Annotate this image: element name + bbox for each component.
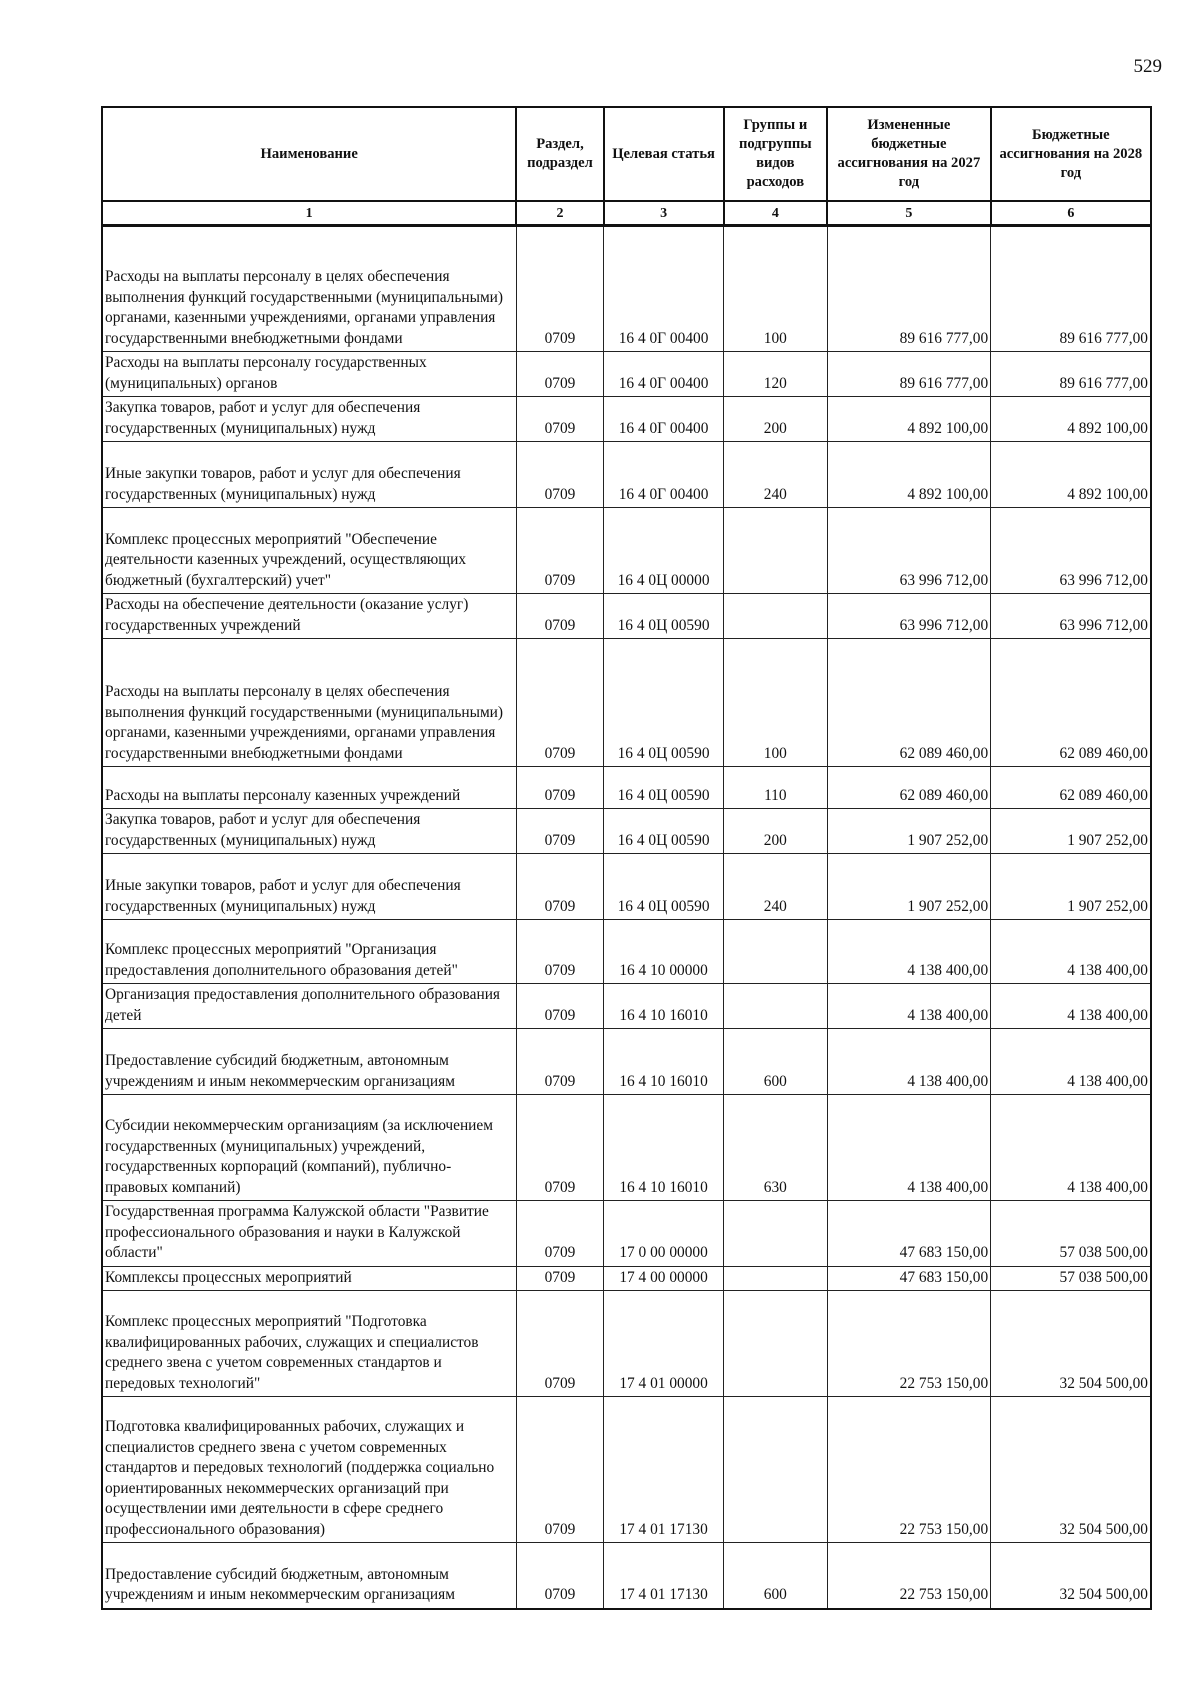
row-section: 0709 — [516, 1397, 603, 1543]
row-amount-2028: 57 038 500,00 — [991, 1266, 1151, 1291]
header-target-article: Целевая статья — [604, 107, 724, 201]
row-expense-group — [724, 508, 828, 594]
row-amount-2028: 89 616 777,00 — [991, 226, 1151, 352]
row-amount-2027: 62 089 460,00 — [827, 767, 991, 809]
row-target-article: 16 4 0Ц 00590 — [604, 639, 724, 767]
row-amount-2027: 22 753 150,00 — [827, 1291, 991, 1397]
table-row — [102, 767, 1151, 809]
row-section: 0709 — [516, 1095, 603, 1201]
row-name: Предоставление субсидий бюджетным, автономным учреждениям и иным некоммерческим организациям — [102, 1029, 516, 1095]
table-row — [102, 1397, 1151, 1543]
row-amount-2028: 4 892 100,00 — [991, 397, 1151, 442]
row-section: 0709 — [516, 226, 603, 352]
table-row — [102, 352, 1151, 397]
row-name: Иные закупки товаров, работ и услуг для обеспечения государственных (муниципальных) нужд — [102, 442, 516, 508]
row-target-article: 16 4 0Ц 00590 — [604, 809, 724, 854]
table-row — [102, 397, 1151, 442]
row-name: Закупка товаров, работ и услуг для обеспечения государственных (муниципальных) нужд — [102, 809, 516, 854]
row-section: 0709 — [516, 854, 603, 920]
table-row — [102, 1029, 1151, 1095]
row-amount-2027: 4 892 100,00 — [827, 442, 991, 508]
row-expense-group — [724, 1397, 828, 1543]
table-row — [102, 809, 1151, 854]
row-target-article: 17 4 01 00000 — [604, 1291, 724, 1397]
row-target-article: 16 4 0Ц 00590 — [604, 767, 724, 809]
row-amount-2028: 32 504 500,00 — [991, 1543, 1151, 1609]
column-number: 2 — [516, 201, 603, 226]
row-amount-2028: 89 616 777,00 — [991, 352, 1151, 397]
row-amount-2028: 1 907 252,00 — [991, 809, 1151, 854]
row-name: Расходы на выплаты персоналу казенных учреждений — [102, 767, 516, 809]
column-number: 4 — [724, 201, 828, 226]
row-target-article: 17 4 01 17130 — [604, 1397, 724, 1543]
row-expense-group: 240 — [724, 854, 828, 920]
row-expense-group: 100 — [724, 639, 828, 767]
row-name: Расходы на выплаты персоналу в целях обеспечения выполнения функций государственными (муниципальными) органами, казенными учреждениями, органами управления государственными внебюджетными фондами — [102, 226, 516, 352]
row-section: 0709 — [516, 1266, 603, 1291]
row-section: 0709 — [516, 809, 603, 854]
row-amount-2028: 4 892 100,00 — [991, 442, 1151, 508]
table-row — [102, 1291, 1151, 1397]
row-name: Расходы на обеспечение деятельности (оказание услуг) государственных учреждений — [102, 594, 516, 639]
row-name: Иные закупки товаров, работ и услуг для обеспечения государственных (муниципальных) нужд — [102, 854, 516, 920]
row-target-article: 16 4 0Ц 00590 — [604, 594, 724, 639]
row-target-article: 16 4 10 00000 — [604, 920, 724, 984]
row-amount-2027: 4 138 400,00 — [827, 920, 991, 984]
row-section: 0709 — [516, 1291, 603, 1397]
row-name: Организация предоставления дополнительного образования детей — [102, 984, 516, 1029]
row-name: Расходы на выплаты персоналу в целях обеспечения выполнения функций государственными (муниципальными) органами, казенными учреждениями, органами управления государственными внебюджетными фондами — [102, 639, 516, 767]
row-amount-2027: 89 616 777,00 — [827, 226, 991, 352]
row-amount-2027: 1 907 252,00 — [827, 809, 991, 854]
row-target-article: 16 4 0Г 00400 — [604, 397, 724, 442]
row-amount-2028: 4 138 400,00 — [991, 984, 1151, 1029]
budget-allocation-table — [101, 106, 1152, 1610]
table-row — [102, 1266, 1151, 1291]
page-number: 529 — [1133, 56, 1162, 77]
row-amount-2027: 4 138 400,00 — [827, 1095, 991, 1201]
row-amount-2027: 1 907 252,00 — [827, 854, 991, 920]
table-row — [102, 920, 1151, 984]
row-section: 0709 — [516, 639, 603, 767]
table-row — [102, 594, 1151, 639]
row-target-article: 16 4 0Ц 00590 — [604, 854, 724, 920]
table-row — [102, 1095, 1151, 1201]
row-name: Закупка товаров, работ и услуг для обеспечения государственных (муниципальных) нужд — [102, 397, 516, 442]
row-name: Комплекс процессных мероприятий "Подготовка квалифицированных рабочих, служащих и специалистов среднего звена с учетом современных стандартов и передовых технологий" — [102, 1291, 516, 1397]
row-expense-group — [724, 1291, 828, 1397]
row-section: 0709 — [516, 397, 603, 442]
row-amount-2027: 4 138 400,00 — [827, 984, 991, 1029]
row-expense-group — [724, 1201, 828, 1267]
header-expense-group: Группы и подгруппы видов расходов — [724, 107, 828, 201]
row-expense-group: 120 — [724, 352, 828, 397]
row-amount-2028: 4 138 400,00 — [991, 920, 1151, 984]
row-name: Подготовка квалифицированных рабочих, служащих и специалистов среднего звена с учетом современных стандартов и передовых технологий (поддержка социально ориентированных некоммерческих организаций при осуществлении ими деятельности в сфере среднего профессионального образования) — [102, 1397, 516, 1543]
row-amount-2028: 32 504 500,00 — [991, 1397, 1151, 1543]
row-expense-group: 100 — [724, 226, 828, 352]
row-expense-group — [724, 984, 828, 1029]
row-section: 0709 — [516, 442, 603, 508]
table-row — [102, 984, 1151, 1029]
row-section: 0709 — [516, 508, 603, 594]
row-name: Расходы на выплаты персоналу государственных (муниципальных) органов — [102, 352, 516, 397]
row-target-article: 16 4 0Ц 00000 — [604, 508, 724, 594]
row-amount-2027: 22 753 150,00 — [827, 1397, 991, 1543]
row-expense-group — [724, 594, 828, 639]
row-name: Субсидии некоммерческим организациям (за исключением государственных (муниципальных) учреждений, государственных корпораций (компаний), публично-правовых компаний) — [102, 1095, 516, 1201]
row-section: 0709 — [516, 1543, 603, 1609]
row-expense-group: 200 — [724, 809, 828, 854]
row-expense-group: 110 — [724, 767, 828, 809]
row-amount-2028: 62 089 460,00 — [991, 767, 1151, 809]
row-name: Предоставление субсидий бюджетным, автономным учреждениям и иным некоммерческим организациям — [102, 1543, 516, 1609]
row-amount-2027: 89 616 777,00 — [827, 352, 991, 397]
row-section: 0709 — [516, 594, 603, 639]
row-target-article: 16 4 0Г 00400 — [604, 352, 724, 397]
header-2028: Бюджетные ассигнования на 2028 год — [991, 107, 1151, 201]
table-row — [102, 508, 1151, 594]
row-section: 0709 — [516, 1029, 603, 1095]
row-amount-2028: 63 996 712,00 — [991, 508, 1151, 594]
table-row — [102, 1201, 1151, 1267]
row-amount-2027: 47 683 150,00 — [827, 1201, 991, 1267]
row-section: 0709 — [516, 767, 603, 809]
row-amount-2028: 57 038 500,00 — [991, 1201, 1151, 1267]
row-name: Комплекс процессных мероприятий "Обеспечение деятельности казенных учреждений, осуществляющих бюджетный (бухгалтерский) учет" — [102, 508, 516, 594]
column-number: 1 — [102, 201, 516, 226]
row-amount-2028: 4 138 400,00 — [991, 1029, 1151, 1095]
row-amount-2028: 63 996 712,00 — [991, 594, 1151, 639]
table-row — [102, 639, 1151, 767]
header-row — [102, 107, 1151, 201]
row-section: 0709 — [516, 920, 603, 984]
row-target-article: 16 4 0Г 00400 — [604, 226, 724, 352]
row-expense-group: 600 — [724, 1543, 828, 1609]
column-number: 6 — [991, 201, 1151, 226]
row-target-article: 17 0 00 00000 — [604, 1201, 724, 1267]
row-amount-2028: 62 089 460,00 — [991, 639, 1151, 767]
row-expense-group: 600 — [724, 1029, 828, 1095]
row-expense-group — [724, 920, 828, 984]
row-target-article: 17 4 00 00000 — [604, 1266, 724, 1291]
row-target-article: 16 4 10 16010 — [604, 1095, 724, 1201]
header-section: Раздел, подраздел — [516, 107, 603, 201]
row-name: Комплексы процессных мероприятий — [102, 1266, 516, 1291]
table-row — [102, 442, 1151, 508]
row-section: 0709 — [516, 1201, 603, 1267]
row-amount-2027: 4 138 400,00 — [827, 1029, 991, 1095]
row-name: Комплекс процессных мероприятий "Организация предоставления дополнительного образования детей" — [102, 920, 516, 984]
row-amount-2027: 63 996 712,00 — [827, 594, 991, 639]
row-amount-2027: 62 089 460,00 — [827, 639, 991, 767]
row-amount-2027: 4 892 100,00 — [827, 397, 991, 442]
row-expense-group — [724, 1266, 828, 1291]
header-2027: Измененные бюджетные ассигнования на 2027 год — [827, 107, 991, 201]
table-row — [102, 1543, 1151, 1609]
row-target-article: 17 4 01 17130 — [604, 1543, 724, 1609]
row-name: Государственная программа Калужской области "Развитие профессионального образования и науки в Калужской области" — [102, 1201, 516, 1267]
column-number: 5 — [827, 201, 991, 226]
row-amount-2028: 32 504 500,00 — [991, 1291, 1151, 1397]
row-amount-2027: 63 996 712,00 — [827, 508, 991, 594]
row-target-article: 16 4 10 16010 — [604, 984, 724, 1029]
row-expense-group: 240 — [724, 442, 828, 508]
row-section: 0709 — [516, 984, 603, 1029]
row-target-article: 16 4 10 16010 — [604, 1029, 724, 1095]
table-row — [102, 226, 1151, 352]
column-number: 3 — [604, 201, 724, 226]
row-amount-2028: 1 907 252,00 — [991, 854, 1151, 920]
row-amount-2027: 22 753 150,00 — [827, 1543, 991, 1609]
row-target-article: 16 4 0Г 00400 — [604, 442, 724, 508]
row-section: 0709 — [516, 352, 603, 397]
row-expense-group: 630 — [724, 1095, 828, 1201]
column-number-row — [102, 201, 1151, 226]
table-row — [102, 854, 1151, 920]
row-expense-group: 200 — [724, 397, 828, 442]
row-amount-2027: 47 683 150,00 — [827, 1266, 991, 1291]
header-name: Наименование — [102, 107, 516, 201]
row-amount-2028: 4 138 400,00 — [991, 1095, 1151, 1201]
